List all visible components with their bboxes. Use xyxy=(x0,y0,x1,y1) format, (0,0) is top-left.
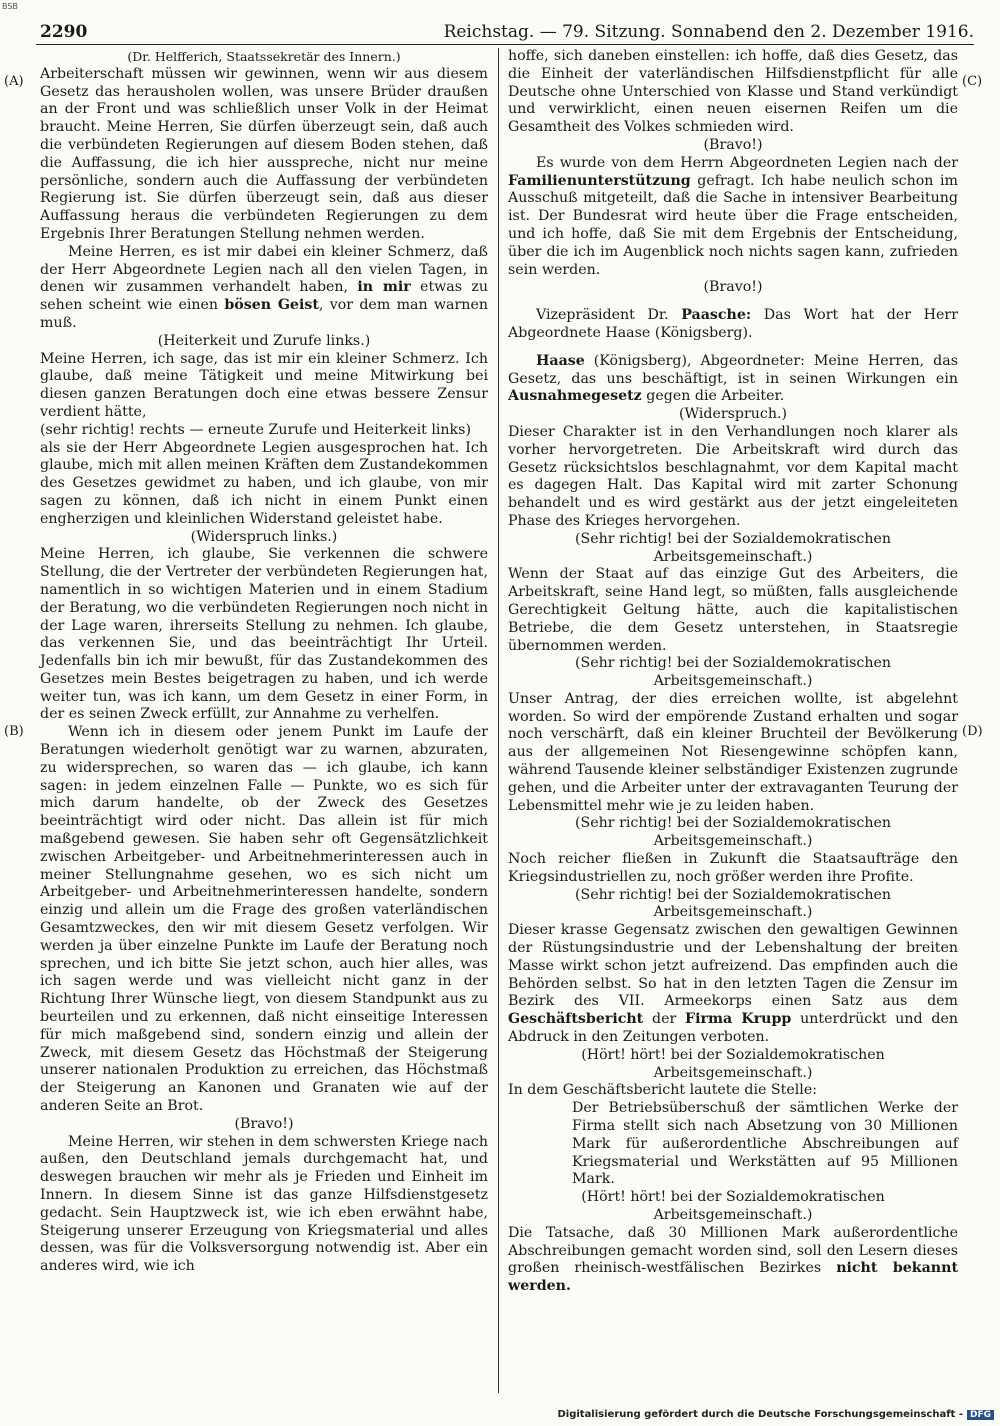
left-column xyxy=(40,48,488,1276)
paragraph: Meine Herren, es ist mir dabei ein kleiner Schmerz, daß der Herr Abgeordnete Legien nach all den vielen Tagen, in denen wir zusammen verhandelt haben, in mir etwas zu sehen scheint wie einen bösen Geist, vor dem man warnen muß. xyxy=(40,243,488,331)
paragraph: Dieser krasse Gegensatz zwischen den gewaltigen Gewinnen der Rüstungsindustrie und der Lebenshaltung der breiten Masse wirkt schon jetzt aufreizend. Das empfinden auch die Behörden selbst. So hat in den letzten Tagen die Zensur im Bezirk des VII. Armeekorps einen Satz aus dem Geschäftsbericht der Firma Krupp unterdrückt und den Abdruck in den Zeitungen verboten. xyxy=(508,922,959,1046)
paragraph: (Sehr richtig! bei der Sozialdemokratischen Arbeitsgemeinschaft.) xyxy=(574,815,892,850)
paragraph: Wenn ich in diesem oder jenem Punkt im Laufe der Beratungen wiederholt genötigt war zu warnen, abzuraten, zu widersprechen, so waren das — ich glaube, ich kann sagen: in jedem einzelnen Falle — Punkte, wo es sich für mich darum handelte, ob der Zweck des Gesetzes beeinträchtigt wird oder nicht. Das allein ist für mich maßgebend gewesen. Sie haben sehr oft Gegensätzlichkeit zwischen Arbeitgeber- und Arbeitnehmerinteressen auch in meiner Stellungnahme gesehen, wo es sich nicht um Arbeitgeber- und Arbeitnehmerinteressen handelte, sondern einzig und allein um die Frage des großen vaterländischen Gesamtzweckes, den wir mit diesem Gesetz verfolgen. Wir werden ja über einzelne Punkte im Laufe der Beratung noch sprechen, und ich bitte Sie jetzt schon, auch hier alles, was ich sagen werde und was vielleicht nicht ganz in der Richtung Ihrer Wünsche liegt, von diesem Standpunkt aus zu beurteilen und zu erkennen, daß nicht einseitige Interessen für mich maßgebend sind, sondern einzig und allein der Zweck, mit diesem Gesetz das Höchstmaß der Steigerung unserer nationalen Produktion zu erreichen, das Höchstmaß der Steigerung an Kanonen und Granaten wie auf der anderen Seite an Brot. xyxy=(40,724,488,1115)
page-number: 2290 xyxy=(40,22,88,42)
paragraph: Meine Herren, ich sage, das ist mir ein kleiner Schmerz. Ich glaube, daß meine Tätigkeit und meine Mitwirkung bei diesen ganzen Beratungen doch eine etwas bessere Zensur verdient hätte, xyxy=(40,350,488,420)
paragraph: (Sehr richtig! bei der Sozialdemokratischen Arbeitsgemeinschaft.) xyxy=(574,886,892,921)
margin-mark-b: (B) xyxy=(4,724,24,739)
right-column xyxy=(508,48,958,1296)
paragraph: hoffe, sich daneben einstellen: ich hoffe, daß dies Gesetz, das die Einheit der vaterländischen Hilfsdienstpflicht für alle Deutsche ohne Unterschied von Klasse und Stand verkündigt und verwirklicht, einen neuen eisernen Reifen um die Gesamtheit des Volkes schmieden wird. xyxy=(508,48,958,136)
paragraph: Die Tatsache, daß 30 Millionen Mark außerordentliche Abschreibungen gemacht worden sind, soll den Lesern dieses großen rheinisch-westfälischen Bezirkes nicht bekannt werden. xyxy=(508,1224,958,1295)
paragraph: (Hört! hört! bei der Sozialdemokratischen Arbeitsgemeinschaft.) xyxy=(581,1046,885,1081)
footer-text: Digitalisierung gefördert durch die Deutsche Forschungsgemeinschaft - xyxy=(557,1409,963,1420)
paragraph: als sie der Herr Abgeordnete Legien ausgesprochen hat. Ich glaube, mich mit allen meinen Kräften dem Zustandekommen des Gesetzes gewidmet zu haben, und ich glaube, von mir sagen zu können, daß ich nicht in einem Punkt einen engherzigen und kleinlichen Widerstand geleistet habe. xyxy=(40,439,488,527)
library-stamp: BSB xyxy=(2,2,18,11)
paragraph: (Heiterkeit und Zurufe links.) xyxy=(157,332,371,349)
paragraph: (Bravo!) xyxy=(703,136,763,153)
paragraph: In dem Geschäftsbericht lautete die Stelle: xyxy=(508,1082,818,1099)
paragraph: Meine Herren, ich glaube, Sie verkennen die schwere Stellung, die der Vertreter der verbündeten Regierungen hat, namentlich in so wichtigen Materien und in einem Stadium der Beratung, wo die verbündeten Regierungen noch nicht in der Lage waren, ihrerseits Stellung zu nehmen. Ich glaube, das verkennen Sie, und das beeinträchtigt Ihr Urteil. Jedenfalls bin ich mir bewußt, für das Zustandekommen des Gesetzes mein Bestes beigetragen zu haben, und ich werde weiter tun, was ich kann, um dem Gesetz in einer Form, in der es seinen Zweck erfüllt, zur Annahme zu verhelfen. xyxy=(40,546,488,723)
running-title: Reichstag. — 79. Sitzung. Sonnabend den 2. Dezember 1916. xyxy=(443,22,974,42)
paragraph: (Hört! hört! bei der Sozialdemokratischen Arbeitsgemeinschaft.) xyxy=(581,1189,885,1223)
paragraph: (Sehr richtig! bei der Sozialdemokratischen Arbeitsgemeinschaft.) xyxy=(574,655,892,690)
page-header xyxy=(40,18,974,42)
paragraph: (Widerspruch.) xyxy=(678,406,788,423)
paragraph xyxy=(508,297,958,307)
paragraph: Es wurde von dem Herrn Abgeordneten Legien nach der Familienunterstützung gefragt. Ich habe neulich schon im Ausschuß mitgeteilt, daß die Sache in intensiver Bearbeitung ist. Der Bundesrat wird heute über die Frage entscheiden, und ich hoffe, daß Sie mit dem Ergebnis der Entscheidung, über die ich im Augenblick noch nichts sagen kann, zufrieden sein werden. xyxy=(508,154,958,278)
paragraph: Der Betriebsüberschuß der sämtlichen Werke der Firma stellt sich nach Absetzung von 30 Millionen Mark für außerordentliche Abschreibungen auf Kriegsmaterial und Werkstätten auf 95 Millionen Mark. xyxy=(572,1100,958,1188)
margin-mark-a: (A) xyxy=(4,74,24,89)
paragraph: (Bravo!) xyxy=(234,1115,294,1132)
paragraph: Meine Herren, wir stehen in dem schwersten Kriege nach außen, den Deutschland jemals durchgemacht hat, und deswegen brauchen wir mehr als je Frieden und Einheit im Innern. In diesem Sinne ist das ganze Hilfsdienstgesetz gedacht. Sein Hauptzweck ist, wie ich eben erwähnt habe, Steigerung unserer Erzeugung von Kriegsmaterial und alles dessen, was für die Volksversorgung notwendig ist. Aber ein anderes wird, wie ich xyxy=(40,1133,488,1275)
margin-mark-d: (D) xyxy=(962,724,983,739)
margin-mark-c: (C) xyxy=(962,74,983,89)
paragraph: Noch reicher fließen in Zukunft die Staatsaufträge den Kriegsindustriellen zu, noch größer werden ihre Profite. xyxy=(508,851,958,885)
paragraph: Vizepräsident Dr. Paasche: Das Wort hat der Herr Abgeordnete Haase (Königsberg). xyxy=(508,307,958,341)
header-rule xyxy=(36,44,974,45)
paragraph: (Dr. Helfferich, Staatssekretär des Innern.) xyxy=(127,49,401,64)
paragraph xyxy=(508,343,958,353)
column-divider xyxy=(498,48,499,1393)
paragraph: (Widerspruch links.) xyxy=(190,528,338,545)
paragraph: Dieser Charakter ist in den Verhandlungen noch klarer als vorher hervorgetreten. Die Arbeitskraft wird durch das Gesetz rücksichtslos beschlagnahmt, vor dem Kapital macht es dagegen Halt. Das Kapital wird mit zarter Schonung behandelt und es wird gestärkt aus der jetzt eingeleiteten Phase des Krieges hervorgehen. xyxy=(508,423,958,529)
dfg-logo: DFG xyxy=(967,1410,994,1420)
paragraph: (sehr richtig! rechts — erneute Zurufe und Heiterkeit links) xyxy=(40,421,471,438)
footer-credit xyxy=(557,1409,994,1420)
paragraph: Arbeiterschaft müssen wir gewinnen, wenn wir aus diesem Gesetz das herausholen wollen, was unsere Brüder draußen an der Front und was schließlich unser Volk in der Heimat braucht. Meine Herren, Sie dürfen überzeugt sein, daß auch die verbündeten Regierungen auf diesem Boden stehen, daß die Auffassung, die ich hier ausspreche, nicht nur meine persönliche, sondern auch die Auffassung der verbündeten Regierung ist. Sie dürfen überzeugt sein, daß aus dieser Auffassung heraus die verbündeten Regierungen zu dem Ergebnis Ihrer Beratungen Stellung nehmen werden. xyxy=(40,65,488,242)
paragraph: Wenn der Staat auf das einzige Gut des Arbeiters, die Arbeitskraft, seine Hand legt, so müßten, falls ausgleichende Gerechtigkeit Geltung hätte, auch die kapitalistischen Betriebe, die dem Gesetz unterstehen, in Staatsregie übernommen werden. xyxy=(508,566,958,654)
paragraph: (Bravo!) xyxy=(703,279,763,296)
paragraph: (Sehr richtig! bei der Sozialdemokratischen Arbeitsgemeinschaft.) xyxy=(574,530,892,565)
paragraph: Unser Antrag, der dies erreichen wollte, ist abgelehnt worden. So wird der empörende Zustand erhalten und sogar noch verschärft, daß ein kleiner Bruchteil der Bevölkerung aus der allgemeinen Not Riesengewinne schöpfen kann, während Tausende kleiner selbständiger Existenzen zugrunde gehen, und die Arbeiter unter der extravaganten Teurung der Lebensmittel mehr wie je zu leiden haben. xyxy=(508,690,958,814)
paragraph: Haase (Königsberg), Abgeordneter: Meine Herren, das Gesetz, das uns beschäftigt, ist in seinen Wirkungen ein Ausnahmegesetz gegen die Arbeiter. xyxy=(508,352,958,405)
